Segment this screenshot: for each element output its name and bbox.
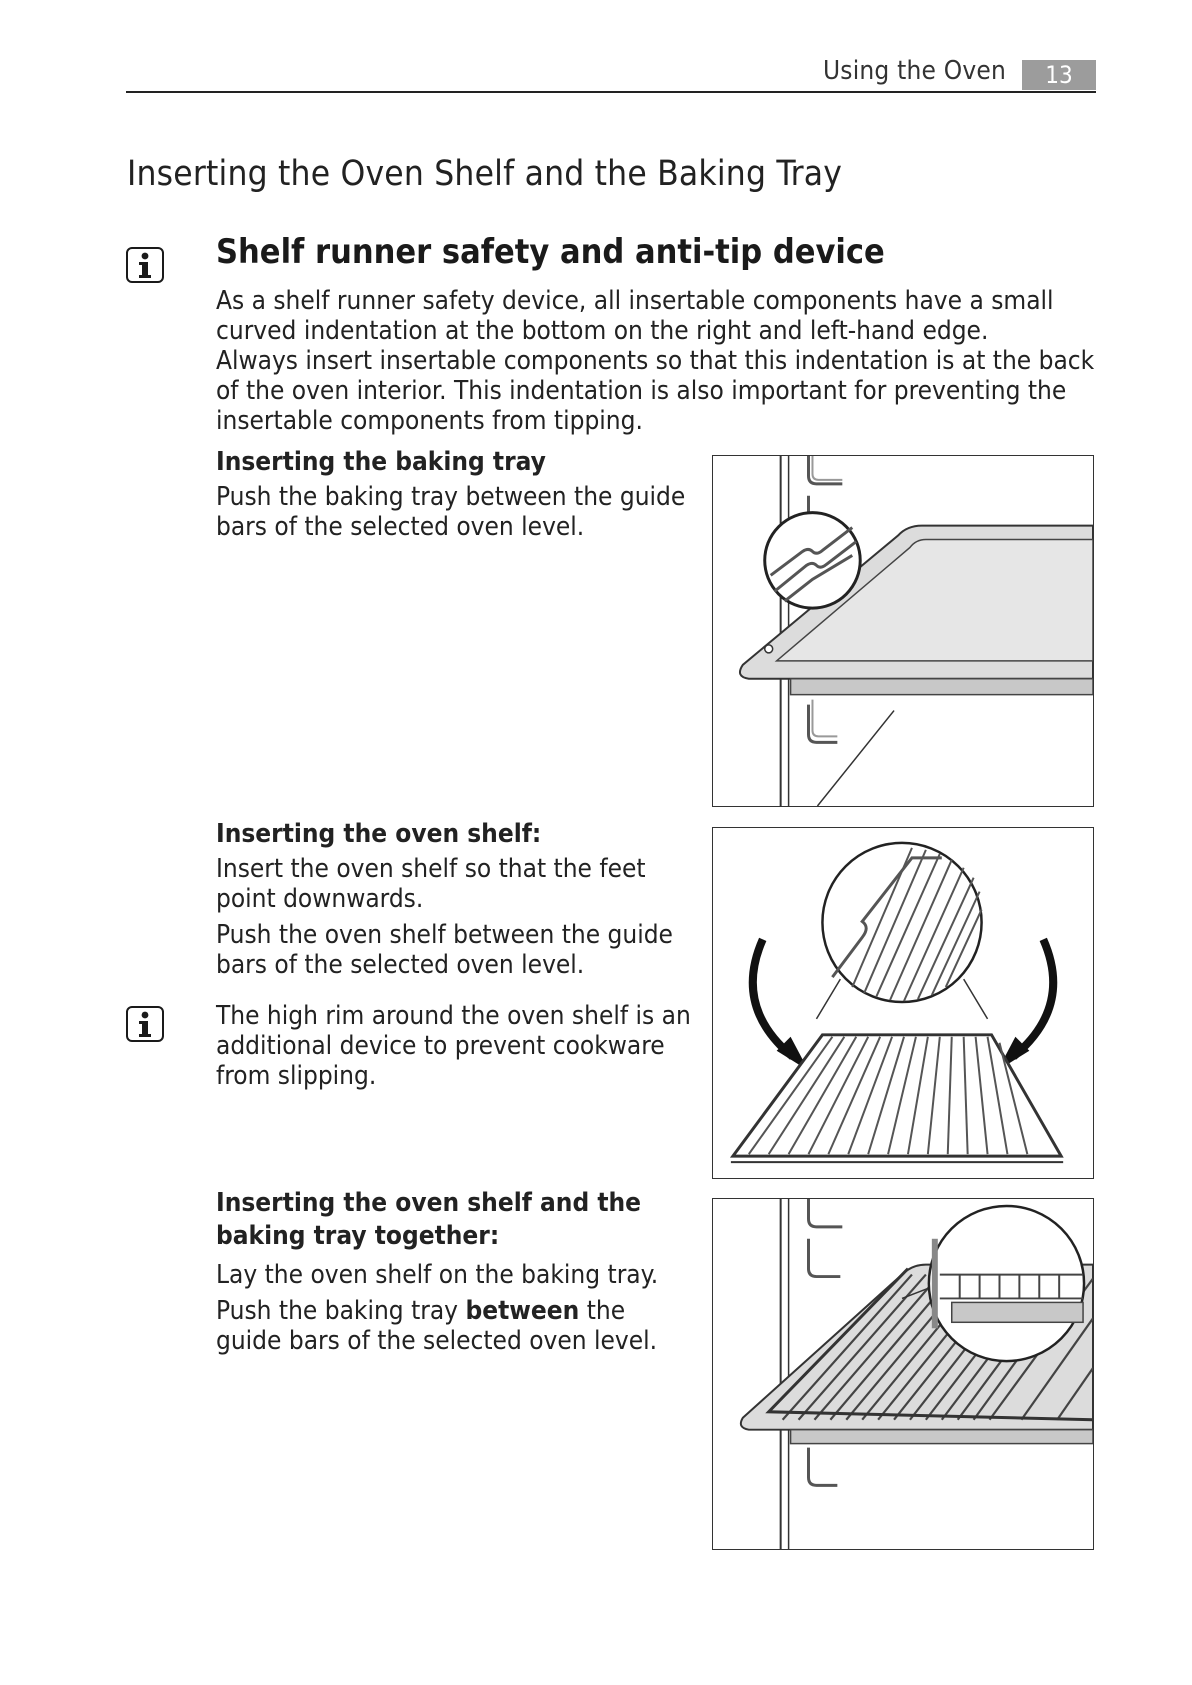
together-text-1: Lay the oven shelf on the baking tray. (216, 1260, 659, 1290)
baking-tray-heading: Inserting the baking tray (216, 447, 546, 477)
page-title: Inserting the Oven Shelf and the Baking Tray (127, 154, 843, 194)
together-block (216, 1187, 696, 1356)
page-number: 13 (1022, 60, 1096, 90)
oven-shelf-illustration (712, 827, 1094, 1179)
shelf-and-tray-illustration (712, 1198, 1094, 1550)
baking-tray-text: Push the baking tray between the guide bars of the selected oven level. (216, 482, 686, 542)
oven-shelf-text-1: Insert the oven shelf so that the feet point downwards. (216, 854, 646, 914)
info-icon (125, 246, 165, 284)
together-text-2-after: the guide bars of the selected oven level. (216, 1296, 658, 1356)
section-title: Shelf runner safety and anti-tip device (216, 232, 885, 272)
intro-text-1: As a shelf runner safety device, all insertable components have a small curved indentation at the bottom on the right and left-hand edge. (216, 286, 1054, 346)
baking-tray-block (216, 446, 686, 542)
baking-tray-illustration (712, 455, 1094, 807)
oven-shelf-text-2: Push the oven shelf between the guide bars of the selected oven level. (216, 920, 673, 980)
oven-shelf-note: The high rim around the oven shelf is an additional device to prevent cookware from slipping. (216, 1001, 691, 1091)
oven-shelf-heading: Inserting the oven shelf: (216, 819, 542, 849)
together-text-2-bold: between (465, 1296, 580, 1326)
together-text-2 (216, 1296, 696, 1356)
intro-paragraph (216, 286, 1096, 436)
oven-shelf-block (216, 818, 696, 980)
header-rule (126, 91, 1096, 93)
together-heading: Inserting the oven shelf and the baking tray together: (216, 1188, 642, 1251)
running-header-title: Using the Oven (822, 56, 1006, 86)
intro-text-2: Always insert insertable components so that this indentation is at the back of the oven interior. This indentation is also important for preventing the insertable components from tipping. (216, 346, 1095, 436)
info-icon (125, 1005, 165, 1043)
together-text-2-before: Push the baking tray (216, 1296, 459, 1326)
